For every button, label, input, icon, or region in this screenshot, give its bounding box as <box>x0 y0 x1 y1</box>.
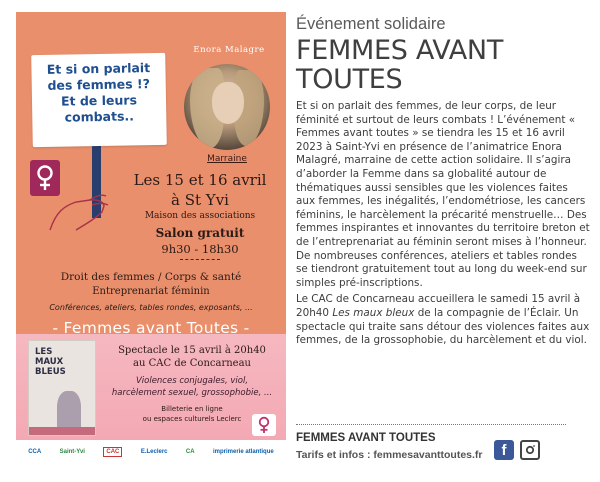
facebook-icon[interactable]: f <box>494 440 514 460</box>
sign-line: Et de leurs <box>60 92 138 109</box>
event-details <box>116 170 284 260</box>
title-line: TOUTES <box>296 64 403 95</box>
show-venue: au CAC de Concarneau <box>133 358 251 369</box>
sign-line: Et si on parlait <box>46 60 151 77</box>
ambassador-role: Marraine <box>207 154 247 164</box>
event-entry: Salon gratuit <box>155 226 245 240</box>
ticketing-line: Billeterie en ligne <box>161 405 223 413</box>
article <box>296 14 590 348</box>
event-hours: 9h30 - 18h30 <box>161 242 239 256</box>
ambassador-portrait <box>184 64 270 150</box>
sponsor-logo: imprimerie atlantique <box>213 449 274 455</box>
sign-line: combats.. <box>64 108 135 125</box>
sign-line: des femmes !? <box>47 76 151 93</box>
footer-divider <box>296 424 566 425</box>
show-title: Les maux bleux <box>332 306 415 319</box>
book-title-line: LES <box>35 347 53 357</box>
event-venue: Maison des associations <box>144 211 256 221</box>
instagram-icon[interactable] <box>520 440 540 460</box>
sponsor-logo: CAC <box>103 447 122 457</box>
article-kicker: Événement solidaire <box>296 15 446 33</box>
book-title-line: MAUX <box>35 357 64 367</box>
paragraph: Et si on parlait des femmes, de leur corps, de leur féminité et surtout de leurs combats ! L’événement « Femmes avant toutes » se tiendra les 15 et 16 avril 2023 à Saint-Yvi en présence de l’animatrice Enora Malagré, marraine de cette action solidaire. Il s’agira d’aborder la Femme dans sa globalité autour de thématiques aussi sensibles que les violences faites aux femmes, les inégalités, l’endométriose, les cancers féminins, le harcèlement la précarité menstruelle… Des femmes inspirantes et innovantes du territoire breton et de l’entreprenariat au féminin seront mises à l’honneur. De nombreuses conférences, ateliers et tables rondes se tiendront gratuitement tout au long du week-end sur simples pré-inscriptions. <box>296 100 590 289</box>
show-theme: harcèlement sexuel, grossophobie, ... <box>111 388 273 398</box>
topic: Droit des femmes / Corps & santé <box>60 271 242 283</box>
footer-title: FEMMES AVANT TOUTES <box>296 432 436 444</box>
show-details <box>100 344 284 424</box>
event-poster <box>16 12 286 464</box>
show-book-cover <box>28 340 96 436</box>
divider <box>180 259 220 260</box>
poster-banner: - Femmes avant Toutes - <box>52 319 250 337</box>
sponsor-logo: CA <box>185 449 195 455</box>
event-place: à St Yvi <box>171 191 229 209</box>
show-theme: Violences conjugales, viol, <box>135 376 249 386</box>
paragraph: Le CAC de Concarneau accueillera le samedi 15 avril à 20h40 Les maux bleux de la compagnie de l’Éclair. Un spectacle qui traite sans détour des violences faites aux femmes, de la grossophobie, du harcèlement et du viol. <box>296 293 590 347</box>
protest-sign <box>31 53 167 147</box>
event-dates: Les 15 et 16 avril <box>133 171 267 189</box>
sponsor-logo: Saint-Yvi <box>59 449 85 455</box>
ambassador-name: Enora Malagre <box>193 45 265 55</box>
event-topics <box>22 270 280 314</box>
event-formats: Conférences, ateliers, tables rondes, exposants, ... <box>49 303 253 312</box>
ticketing-line: ou espaces culturels Leclerc <box>142 415 242 423</box>
article-title <box>296 36 590 94</box>
title-line: FEMMES AVANT <box>296 35 504 66</box>
sponsor-logo: CCA <box>28 449 42 455</box>
topic: Entreprenariat féminin <box>92 286 210 297</box>
female-symbol-icon <box>252 414 276 436</box>
book-title-line: BLEUS <box>35 367 66 377</box>
show-date: Spectacle le 15 avril à 20h40 <box>118 345 266 356</box>
article-body <box>296 100 590 348</box>
footer-info: Tarifs et infos : femmesavanttoutes.fr <box>296 449 483 461</box>
sponsor-logos <box>16 440 286 464</box>
sponsor-logo: E.Leclerc <box>140 449 168 455</box>
